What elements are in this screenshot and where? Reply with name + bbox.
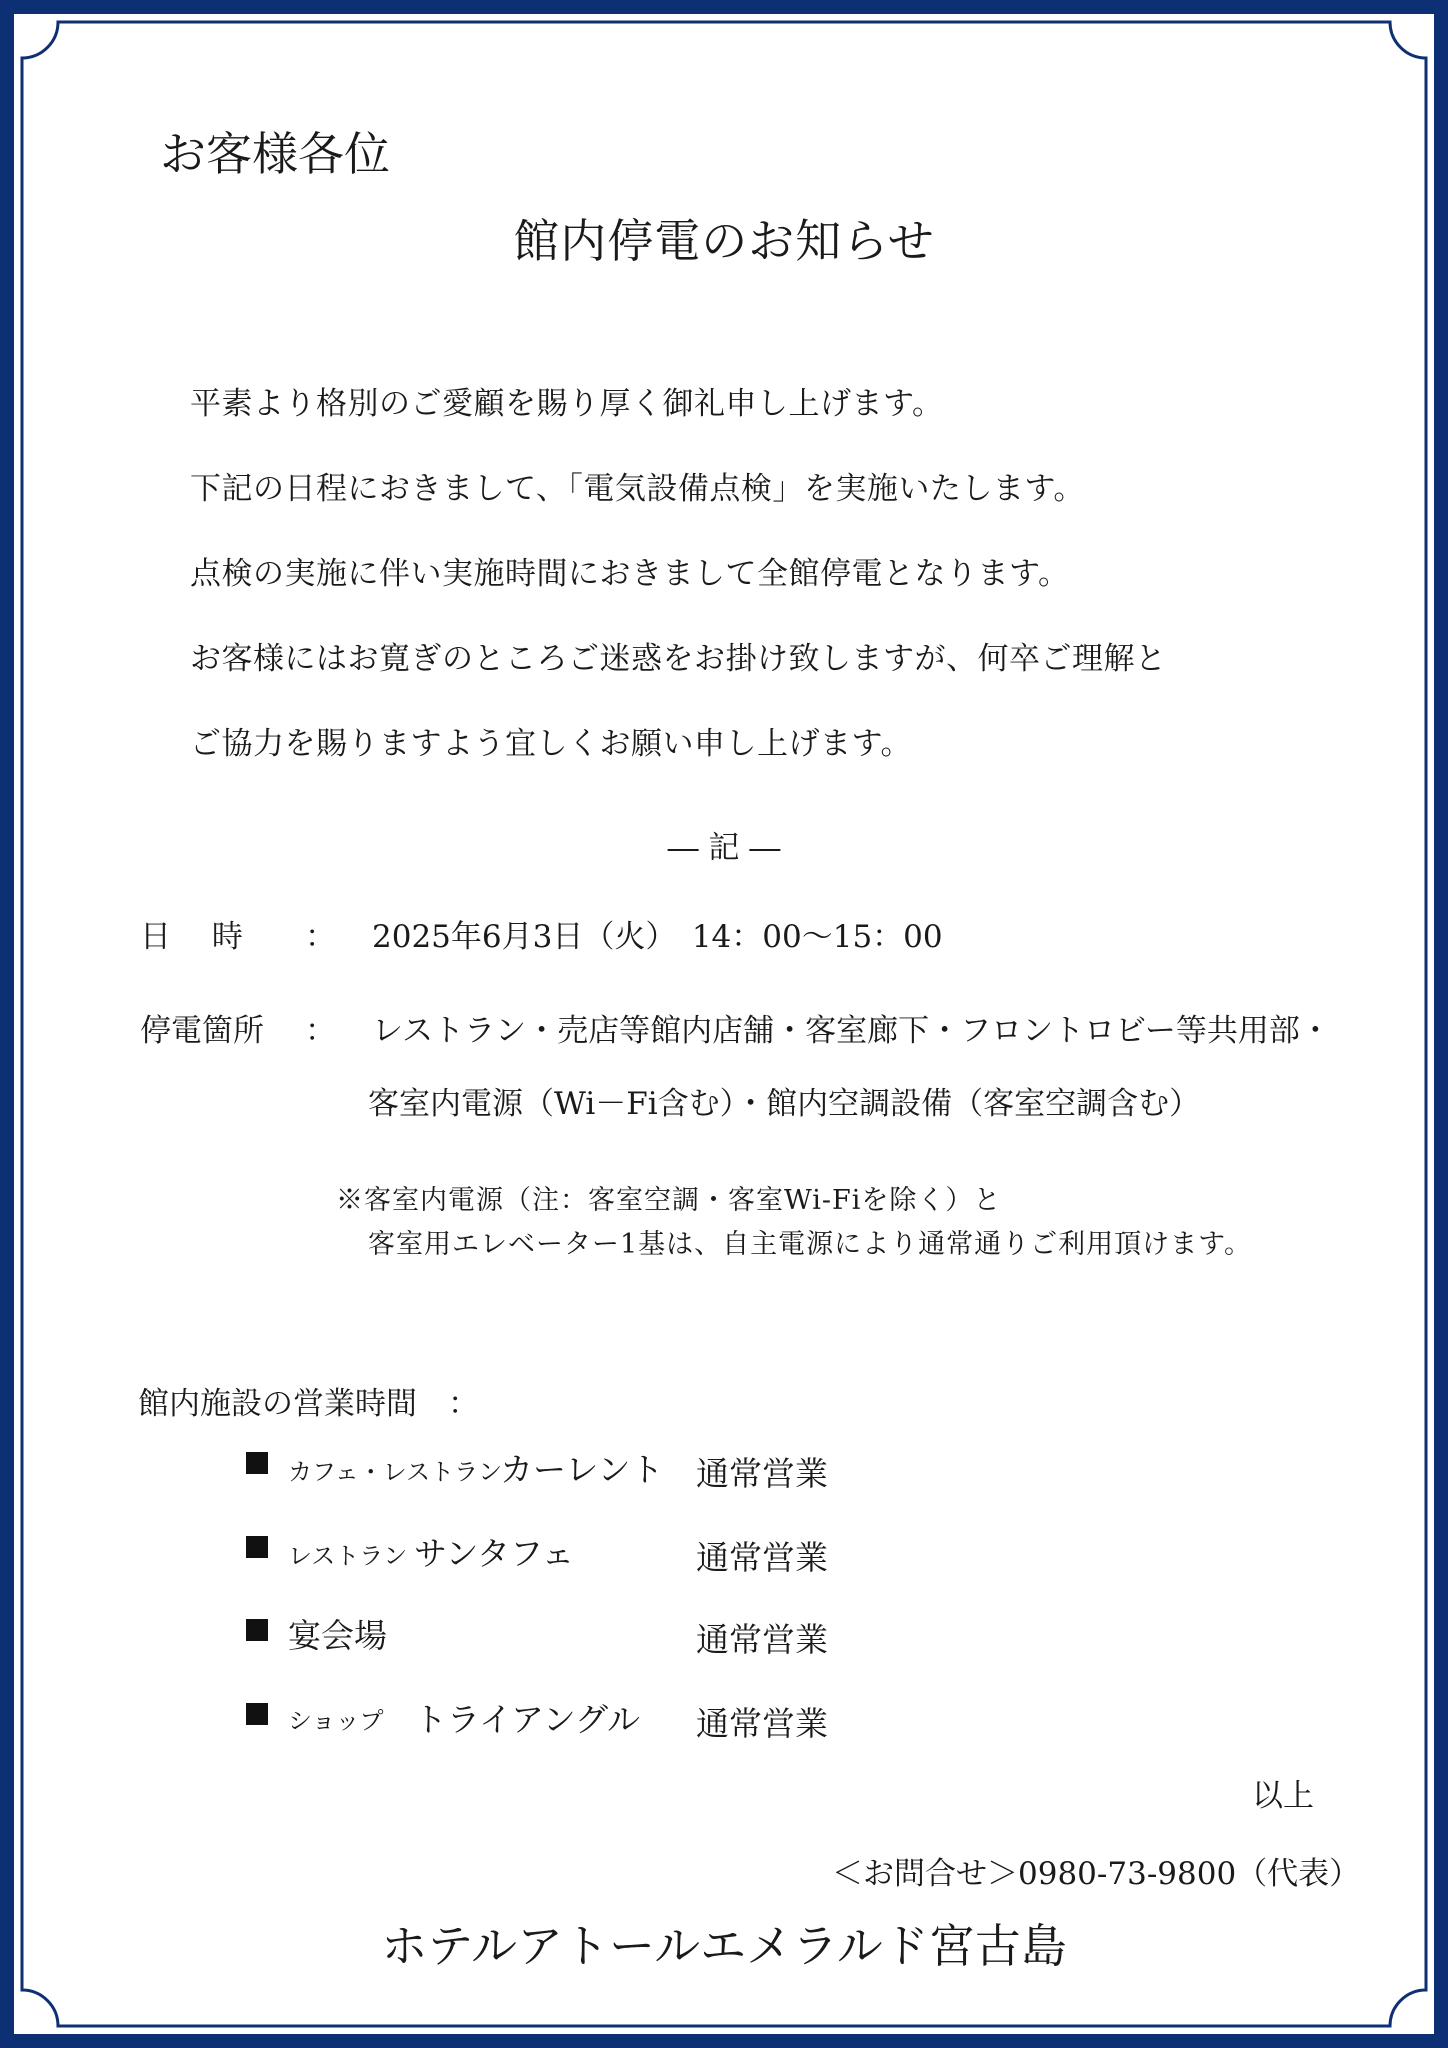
location-label: 停電箇所 <box>140 1013 264 1049</box>
paragraph-1: 平素より格別のご愛顧を賜り厚く御礼申し上げます。 <box>190 386 944 422</box>
bullet-square-icon <box>246 1703 268 1725</box>
facility-4-prefix: ショップ <box>288 1707 384 1735</box>
location-line-2: 客室内電源（Wi－Fi含む）・館内空調設備（客室空調含む） <box>368 1086 1201 1122</box>
facility-1-status: 通常営業 <box>696 1454 828 1493</box>
facility-2-prefix: レストラン <box>288 1542 408 1570</box>
datetime-label: 日 時 <box>140 919 243 955</box>
facility-3-name: 宴会場 <box>288 1616 387 1655</box>
paragraph-5: ご協力を賜りますよう宜しくお願い申し上げます。 <box>190 726 913 762</box>
salutation: お客様各位 <box>160 127 390 181</box>
facility-1-name: カーレント <box>500 1450 664 1489</box>
paragraph-3: 点検の実施に伴い実施時間におきまして全館停電となります。 <box>190 556 1070 592</box>
paragraph-4: お客様にはお寛ぎのところご迷惑をお掛け致しますが、何卒ご理解と <box>190 641 1167 677</box>
hotel-name: ホテルアトールエメラルド宮古島 <box>381 1919 1067 1973</box>
facility-2-status: 通常営業 <box>696 1538 828 1577</box>
bullet-square-icon <box>246 1452 268 1474</box>
ki-heading: ― 記 ― <box>667 830 781 866</box>
note-line-1: ※客室内電源（注：客室空調・客室Wi-Fiを除く）と <box>336 1185 1002 1216</box>
facility-3-status: 通常営業 <box>696 1620 828 1659</box>
datetime-colon: ： <box>305 919 336 955</box>
bullet-square-icon <box>246 1619 268 1641</box>
bullet-square-icon <box>246 1536 268 1558</box>
closing-text: 以上 <box>1252 1778 1314 1814</box>
location-colon: ： <box>305 1013 336 1049</box>
page-title: 館内停電のお知らせ <box>513 214 935 268</box>
facility-2-name: サンタフェ <box>414 1534 575 1573</box>
datetime-value: 2025年6月3日（火） 14：00〜15：00 <box>372 919 943 955</box>
location-line-1: レストラン・売店等館内店舗・客室廊下・フロントロビー等共用部・ <box>372 1013 1331 1049</box>
facility-4-status: 通常営業 <box>696 1704 828 1743</box>
contact-info: ＜お問合せ＞0980-73-9800（代表） <box>832 1856 1361 1892</box>
paragraph-2: 下記の日程におきまして、「電気設備点検」を実施いたします。 <box>190 471 1085 507</box>
facility-1-prefix: カフェ・レストラン <box>288 1458 503 1486</box>
facility-4-name: トライアングル <box>414 1700 641 1739</box>
note-line-2: 客室用エレベーター1基は、自主電源により通常通りご利用頂けます。 <box>368 1229 1253 1260</box>
facilities-heading: 館内施設の営業時間 ： <box>138 1386 479 1422</box>
